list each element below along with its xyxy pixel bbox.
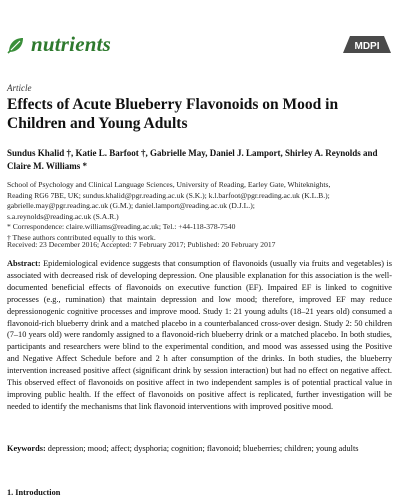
affiliation-line: s.a.reynolds@reading.ac.uk (S.A.R.)	[7, 211, 119, 221]
section-heading: 1. Introduction	[7, 488, 61, 497]
article-title: Effects of Acute Blueberry Flavonoids on Mood in Children and Young Adults	[7, 96, 339, 132]
affiliation-line: Reading RG6 7BE, UK; sundus.khalid@pgr.reading.ac.uk (S.K.); k.l.barfoot@pgr.reading.ac.uk (K.L.B.);	[7, 190, 330, 200]
abstract-label: Abstract:	[7, 259, 41, 268]
keywords	[7, 443, 392, 454]
leaf-logo-icon	[6, 35, 26, 55]
journal-name: nutrients	[31, 32, 112, 56]
abstract-text: Epidemiological evidence suggests that consumption of flavonoids (usually via fruits and vegetables) is associated with decreased risk of developing depression. One plausible explanation for this association is the well-documented beneficial effects of flavonoids on executive function (EF). Impaired EF is linked to cognitive processes (e.g., rumination) that maintain depression and low mood; therefore, improved EF may reduce depressionogenic cognitive processes and improve mood. Study 1: 21 young adults (18–21 years old) consumed a flavonoid-rich blueberry drink and a matched placebo in a counterbalanced cross-over design. Study 2: 50 children (7–10 years old) were randomly assigned to a flavonoid-rich blueberry drink or a matched placebo. In both studies, participants and researchers were blind to the experimental condition, and mood was assessed using the Positive and Negative Affect Schedule before and 2 h after consumption of the drinks. In both studies, the blueberry intervention increased positive affect (significant drink by session interaction) but had no effect on negative affect. This observed effect of flavonoids on positive affect in two independent samples is of potential practical value in improving public health. If the effect of flavonoids on positive affect is replicated, further investigation will be needed to identify the mechanisms that link flavonoid interventions with improved positive mood.	[7, 259, 392, 411]
affiliations	[7, 180, 392, 243]
mdpi-logo-icon[interactable]	[342, 34, 392, 54]
publisher-logo-text: MDPI	[354, 41, 380, 52]
author-list: Sundus Khalid †, Katie L. Barfoot †, Gabrielle May, Daniel J. Lamport, Shirley A. Reynolds and Claire M. Williams *	[7, 148, 378, 171]
affiliation-line: gabrielle.may@pgr.reading.ac.uk (G.M.); daniel.lamport@reading.ac.uk (D.J.L.);	[7, 201, 255, 210]
article-type: Article	[7, 83, 32, 93]
equal-contribution-note: † These authors contributed equally to this work.	[7, 232, 156, 242]
keywords-label: Keywords:	[7, 444, 46, 453]
journal-header	[6, 30, 392, 70]
affiliation-line: School of Psychology and Clinical Language Sciences, University of Reading, Earley Gate, Whiteknights,	[7, 180, 331, 189]
correspondence-line: * Correspondence: claire.williams@reading.ac.uk; Tel.: +44-118-378-7540	[7, 222, 236, 231]
keywords-text: depression; mood; affect; dysphoria; cognition; flavonoid; blueberries; children; young adults	[47, 444, 359, 453]
journal-logo[interactable]	[6, 32, 111, 57]
publication-dates: Received: 23 December 2016; Accepted: 7 February 2017; Published: 20 February 2017	[7, 240, 276, 249]
abstract	[7, 258, 392, 413]
